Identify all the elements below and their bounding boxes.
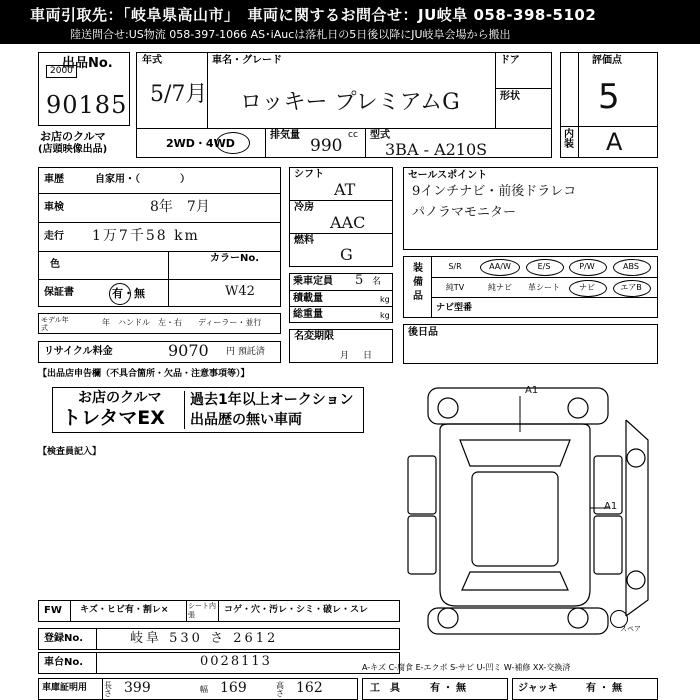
equip-navi: ナビ [579,283,595,292]
damage-legend: A-キズ C-腐食 E-エクボ S-サビ U-凹ミ W-補修 XX-交換済 [362,663,571,672]
promo-brand: トレタマEX [62,407,165,429]
seat-line: コゲ・穴・汚レ・シミ・破レ・スレ [224,605,369,615]
equip-es: E/S [537,262,551,271]
registration-value: 岐阜 530 さ 2612 [130,631,279,646]
model-year-line: 年 ハンドル 左・右 ディーラー・並行 [102,318,262,327]
color-no-label: カラーNo. [210,253,260,264]
grade-label: 評価点 [592,55,622,66]
width-label: 幅 [200,685,208,694]
interior-value: A [606,128,623,156]
shaken-label: 車検 [44,202,64,213]
color-label: 色 [50,259,60,270]
ac-label: 冷房 [294,202,314,213]
model-value: 3BA - A210S [385,140,488,159]
sales-point-line2: パノラマモニター [412,205,517,220]
mileage-value: 1万7千58 km [92,228,200,244]
registration-label: 登録No. [44,633,84,644]
wheel-front-left [438,398,458,418]
capacity-label: 乗車定員 [293,276,333,287]
name-change-label: 名変期限 [294,331,334,342]
load-label: 積載量 [293,293,323,304]
lot-label: 出品No. [62,56,113,71]
later-items-label: 後日品 [408,327,438,338]
sales-point-line1: 9インチナビ・前後ドラレコ [412,184,577,199]
equip-pw: P/W [579,262,595,271]
header-bar [0,0,700,44]
recycle-value: 9070 [168,341,209,360]
tools-label: 工具 [370,683,410,694]
fw-label: FW [44,605,62,616]
displacement-unit: cc [348,130,358,140]
header-transport-line: 陸送問合せ:US物流 058-397-1066 AS･iAucは落札日の5日後以降にJU岐阜会場から搬出 [70,28,511,41]
history-options: 自家用・（ ） [95,174,190,185]
weight-unit: kg [380,311,390,320]
seller-notes-label: 【出品店申告欄（不具合箇所・欠品・注意事項等）】 [38,369,250,379]
name-value: ロッキー プレミアムG [240,90,460,115]
jack-label: ジャッキ [518,683,558,694]
interior-label: 内装 [564,129,574,150]
damage-mark-side: A1 [604,501,618,512]
warranty-yes-circle [109,283,131,305]
fw-line: キズ・ヒビ有・割レ× [80,605,169,615]
displacement-label: 排気量 [270,130,300,141]
grade-value: 5 [598,77,620,117]
shape-label: 形状 [500,91,520,102]
equip-tv: 純TV [445,283,465,292]
equip-leather: 革シート [528,283,560,292]
lot-stamp: 2000 [46,65,77,78]
fuel-label: 燃料 [294,235,314,246]
inspector-label: 【検査員記入】 [38,447,102,457]
name-label: 車名・グレード [212,55,282,66]
shift-label: シフト [294,169,324,180]
damage-mark-top: A1 [525,385,539,396]
equip-abs: ABS [623,262,639,271]
year-value: 5/7月 [150,82,208,107]
navi-model-label: ナビ型番 [436,303,473,313]
equipment-label: 装備品 [413,263,423,302]
equip-factory-navi: 純ナビ [488,283,512,292]
load-unit: kg [380,295,390,304]
equip-aaw: AA/W [489,262,511,271]
capacity-unit: 名 [372,277,382,287]
length-value: 399 [124,680,151,696]
name-change-unit: 月日 [340,351,387,361]
tools-value: 有・無 [430,683,469,694]
shaken-value: 8年 7月 [150,199,210,215]
sales-point-label: セールスポイント [408,170,488,181]
wheel-front-right [568,398,588,418]
door-label: ドア [500,55,520,66]
length-label: 長さ [104,681,112,698]
promo-line2: 出品歴の無い車両 [190,412,302,428]
promo-shop: お店のクルマ [78,390,162,406]
model-year-label: モデル年式 [41,316,69,332]
shop-label: お店のクルマ [40,130,106,143]
equip-sunroof: S/R [448,262,462,271]
height-value: 162 [296,680,323,696]
equip-airbag: エアB [620,283,642,292]
color-code: W42 [225,284,255,299]
spare-label: スペア [620,625,641,633]
shop-sub: (店頭映像出品) [38,144,108,155]
warranty-label: 保証書 [44,287,74,298]
mileage-label: 走行 [44,231,64,242]
spare-circle [610,610,628,628]
header-contact-line: 車両引取先：「岐阜県高山市」 車両に関するお問合せ：JU岐阜 058-398-5102 [30,6,597,24]
jack-value: 有・無 [586,683,625,694]
lot-number: 90185 [46,91,128,119]
recycle-unit: 円 預託済 [226,347,265,357]
chassis-value: 0028113 [200,654,272,669]
wheel-rear-right [568,608,588,628]
warranty-value: 有・無 [112,287,145,300]
weight-label: 総重量 [293,309,323,320]
garage-cert-label: 車庫証明用 [42,683,88,693]
shift-value: AT [334,180,356,199]
displacement-value: 990 [310,136,343,156]
fuel-value: G [340,245,353,264]
chassis-label: 車台No. [44,657,84,668]
model-label: 型式 [370,130,390,141]
seat-label: シート内張 [188,602,216,619]
capacity-value: 5 [355,273,364,288]
height-label: 高さ [276,681,284,698]
year-label: 年式 [142,55,162,66]
recycle-label: リサイクル料金 [44,346,113,357]
drive-4wd-circle [216,132,250,154]
promo-line1: 過去1年以上オークション [190,392,354,408]
history-label: 車歴 [44,174,64,185]
car-body-diagram [400,380,660,640]
ac-value: AAC [330,213,366,232]
wheel-rear-left [438,608,458,628]
drive-options: 2WD・4WD [166,137,235,150]
later-items-box [403,324,658,364]
width-value: 169 [220,680,247,696]
